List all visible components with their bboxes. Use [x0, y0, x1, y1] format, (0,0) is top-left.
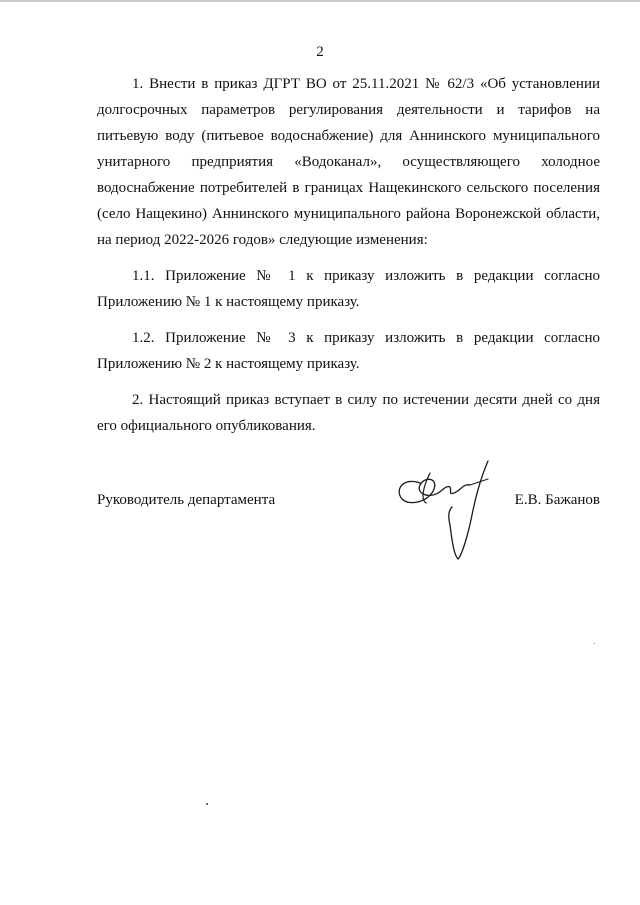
- signer-name: Е.В. Бажанов: [514, 492, 600, 508]
- scan-speck: [594, 643, 595, 644]
- paragraph-effective-date: 2. Настоящий приказ вступает в силу по истечении десяти дней со дня его официального опубликования.: [97, 392, 600, 434]
- scan-speck: [206, 803, 208, 805]
- document-body: [97, 71, 600, 439]
- top-scan-edge: [0, 0, 640, 2]
- paragraph-item-1-2: 1.2. Приложение № 3 к приказу изложить в редакции согласно Приложению № 2 к настоящему приказу.: [97, 330, 600, 372]
- handwritten-signature: [390, 455, 500, 565]
- signature-block: [97, 487, 600, 513]
- page-number: 2: [316, 44, 324, 60]
- paragraph-amendment: 1. Внести в приказ ДГРТ ВО от 25.11.2021 № 62/3 «Об установлении долгосрочных параметров регулирования деятельности и тарифов на питьевую воду (питьевое водоснабжение) для Аннинского муниципального унитарного предприятия «Водоканал», осуществляющего холодное водоснабжение потребителей в границах Нащекинского сельского поселения (село Нащекино) Аннинского муниципального района Воронежской области, на период 2022-2026 годов» следующие изменения:: [97, 76, 600, 248]
- signer-title: Руководитель департамента: [97, 492, 276, 508]
- paragraph-item-1-1: 1.1. Приложение № 1 к приказу изложить в редакции согласно Приложению № 1 к настоящему приказу.: [97, 268, 600, 310]
